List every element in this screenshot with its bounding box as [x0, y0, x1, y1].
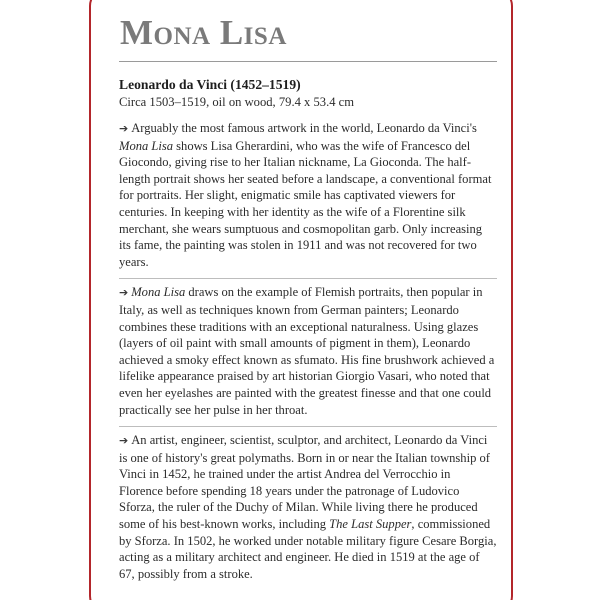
section-divider [119, 278, 497, 279]
right-arrow-icon: ➔ [119, 122, 129, 135]
paragraph-technique: ➔ Mona Lisa draws on the example of Flemish portraits, then popular in Italy, as well as techniques known from German painters; Leonardo combines these traditions with an exceptional naturalness. Using glazes (layers of oil paint with small amounts of pigment in them), Leonardo achieved a smoky effect known as sfumato. His fine brushwork achieved a lifelike appearance praised by art historian Giorgio Vasari, who noted that even her eyelashes are painted with the greatest finesse and that one could practically see her pulse in her throat. [119, 285, 495, 417]
card-content [119, 14, 497, 582]
right-arrow-icon: ➔ [119, 434, 129, 448]
artist-name: Leonardo da Vinci (1452–1519) [119, 77, 301, 92]
paragraph-overview: ➔ Arguably the most famous artwork in the world, Leonardo da Vinci's Mona Lisa shows Lisa Gherardini, who was the wife of Francesco del Giocondo, giving rise to her Italian nickname, La Gioconda. The half-length portrait shows her seated before a landscape, a conventional format for portraits. Her slight, enigmatic smile has captivated viewers for centuries. In keeping with her identity as the wife of a Florentine silk merchant, she wears sumptuous and cosmopolitan garb. Only increasing its fame, the painting was stolen in 1911 and was not recovered for two years. [119, 121, 492, 269]
artwork-details: Circa 1503–1519, oil on wood, 79.4 x 53.4 cm [119, 95, 355, 109]
right-arrow-icon: ➔ [119, 286, 129, 300]
title-rule [119, 61, 497, 62]
section-divider [119, 426, 497, 427]
artwork-title: Mona Lisa [120, 13, 287, 52]
paragraph-artist-bio: ➔ An artist, engineer, scientist, sculptor, and architect, Leonardo da Vinci is one of history's great polymaths. Born in or near the Italian township of Vinci in 1452, he trained under the artist Andrea del Verrocchio in Florence before spending 18 years under the patronage of Ludovico Sforza, the ruler of the Duchy of Milan. While living there he produced some of his best-known works, including The Last Supper, commissioned by Sforza. In 1502, he worked under notable military figure Cesare Borgia, acting as a military architect and engineer. He died in 1519 at the age of 67, possibly from a stroke. [119, 433, 497, 581]
